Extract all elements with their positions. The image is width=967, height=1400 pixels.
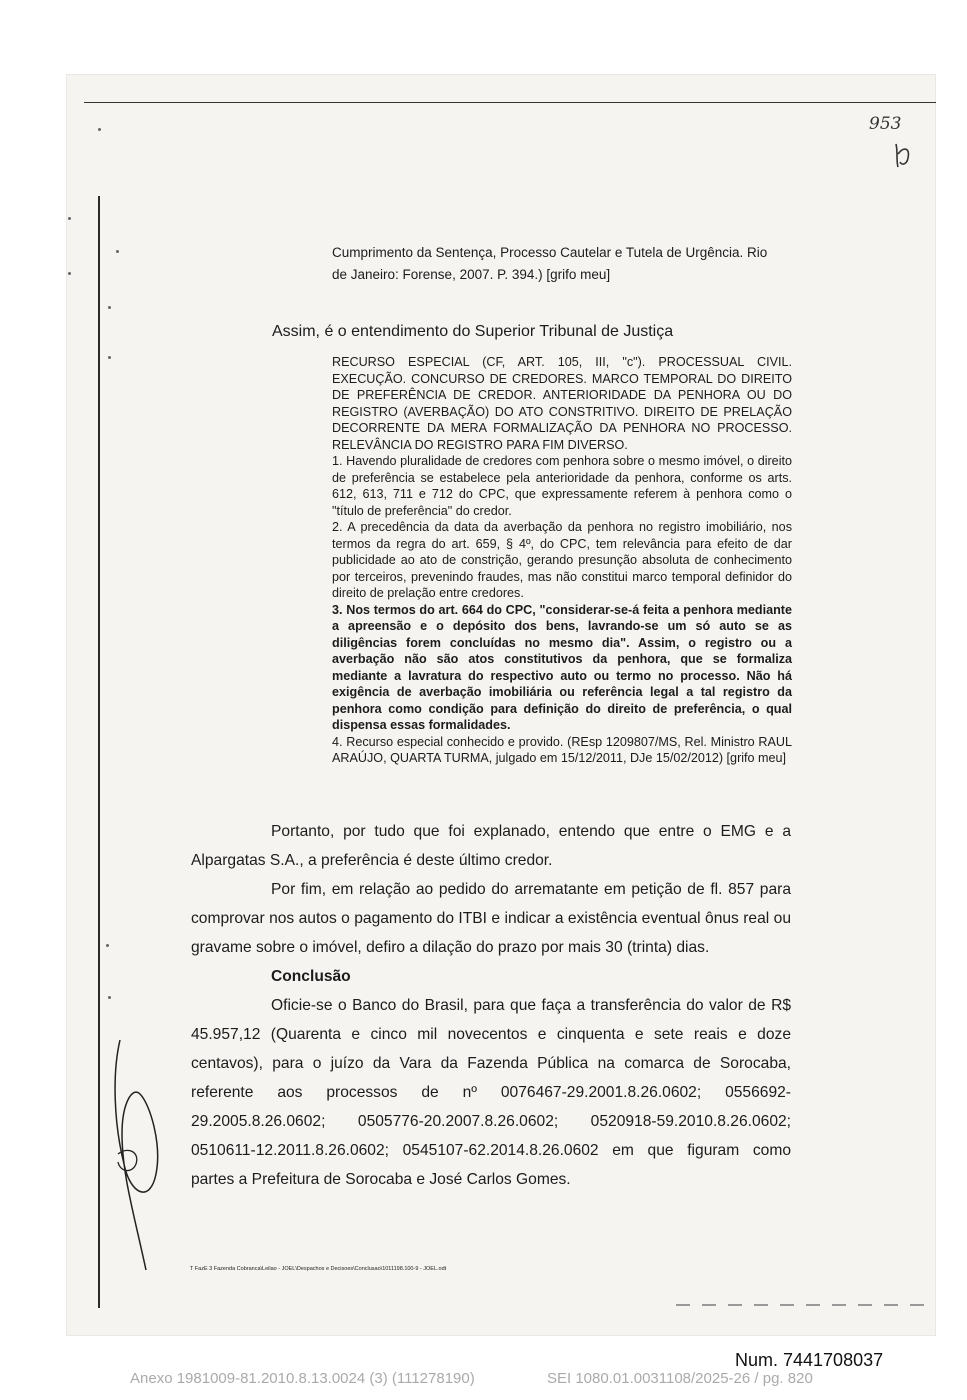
annex-reference: Anexo 1981009-81.2010.8.13.0024 (3) (111278190): [130, 1370, 475, 1387]
paragraph-itbi-request: Por fim, em relação ao pedido do arrematante em petição de fl. 857 para comprovar nos autos o pagamento do ITBI e indicar a existência eventual ônus real ou gravame sobre o imóvel, defiro a dilação do prazo por mais 30 (trinta) dias.: [191, 881, 791, 956]
decision-body: [191, 817, 791, 1194]
document-number-stamp: Num. 7441708037: [735, 1350, 884, 1370]
ementa-headline: RECURSO ESPECIAL (CF, ART. 105, III, "c"). PROCESSUAL CIVIL. EXECUÇÃO. CONCURSO DE CREDORES. MARCO TEMPORAL DO DIREITO DE PREFERÊNCIA DE CREDOR. ANTERIORIDADE DA PENHORA OU DO REGISTRO (AVERBAÇÃO) DO ATO CONSTRITIVO. DIREITO DE PRELAÇÃO DECORRENTE DA MERA FORMALIZAÇÃO DA PENHORA NO PROCESSO. RELEVÂNCIA DO REGISTRO PARA FIM DIVERSO.: [332, 355, 792, 452]
margin-line: [98, 196, 100, 1308]
handwritten-page-number: 953: [869, 114, 902, 134]
ementa-item-1: 1. Havendo pluralidade de credores com penhora sobre o mesmo imóvel, o direito de preferência se estabelece pela anterioridade da penhora, conforme os arts. 612, 613, 711 e 712 do CPC, que expressamente referem à penhora como o "título de preferência" do credor.: [332, 454, 792, 518]
handwritten-initial-mark: [892, 140, 914, 170]
paragraph-conclusion-preference: Portanto, por tudo que foi explanado, entendo que entre o EMG e a Alpargatas S.A., a preferência é deste último credor.: [191, 823, 791, 869]
citation-reference: [332, 242, 792, 286]
scan-speck: [98, 128, 101, 131]
scan-speck: [106, 944, 109, 947]
section-heading-conclusao: Conclusão: [271, 968, 351, 985]
jurisprudence-quote: [332, 354, 792, 767]
scanned-page: [66, 74, 936, 1336]
scan-speck: [68, 217, 71, 220]
citation-line-2: de Janeiro: Forense, 2007. P. 394.) [grifo meu]: [332, 267, 611, 282]
top-rule: [84, 102, 936, 103]
sei-page-reference: SEI 1080.01.0031108/2025-26 / pg. 820: [547, 1370, 813, 1387]
scan-speck: [108, 306, 111, 309]
intro-sentence: Assim, é o entendimento do Superior Tribunal de Justiça: [272, 323, 674, 340]
scan-artifact-dashes: [676, 1304, 936, 1306]
paragraph-transfer-order: Oficie-se o Banco do Brasil, para que faça a transferência do valor de R$ 45.957,12 (Quarenta e cinco mil novecentos e cinquenta e sete reais e doze centavos), para o juízo da Vara da Fazenda Pública na comarca de Sorocaba, referente aos processos de nº 0076467-29.2001.8.26.0602; 0556692-29.2005.8.26.0602; 0505776-20.2007.8.26.0602; 0520918-59.2010.8.26.0602; 0510611-12.2011.8.26.0602; 0545107-62.2014.8.26.0602 em que figuram como partes a Prefeitura de Sorocaba e José Carlos Gomes.: [191, 997, 791, 1188]
handwritten-signature: [110, 1034, 170, 1274]
scan-speck: [108, 996, 111, 999]
document-file-path: T FazE 3 Fazenda Cobranca\Leilao - JOEL\Despachos e Decisoes\Conclusao\1011198.100-9 - JOEL.odt: [190, 1266, 447, 1272]
ementa-item-3: 3. Nos termos do art. 664 do CPC, "considerar-se-á feita a penhora mediante a apreensão e o depósito dos bens, lavrando-se um só auto se as diligências forem concluídas no mesmo dia". Assim, o registro ou a averbação não são atos constitutivos da penhora, que se formaliza mediante a lavratura do respectivo auto ou termo no processo. Não há exigência de averbação imobiliária ou referência legal a tal registro da penhora como condição para definição do direito de preferência, o qual dispensa essas formalidades.: [332, 602, 792, 732]
scan-speck: [68, 272, 71, 275]
ementa-item-2: 2. A precedência da data da averbação da penhora no registro imobiliário, nos termos da regra do art. 659, § 4º, do CPC, tem relevância para efeito de dar publicidade ao ato de constrição, gerando presunção absoluta de conhecimento por terceiros, prevenindo fraudes, mas não constitui marco temporal definidor do direito de prelação entre credores.: [332, 520, 792, 600]
citation-line-1: Cumprimento da Sentença, Processo Cautelar e Tutela de Urgência. Rio: [332, 245, 768, 260]
ementa-item-4: 4. Recurso especial conhecido e provido. (REsp 1209807/MS, Rel. Ministro RAUL ARAÚJO, QUARTA TURMA, julgado em 15/12/2011, DJe 15/02/2012) [grifo meu]: [332, 734, 792, 765]
scan-speck: [116, 250, 119, 253]
scan-speck: [108, 356, 111, 359]
